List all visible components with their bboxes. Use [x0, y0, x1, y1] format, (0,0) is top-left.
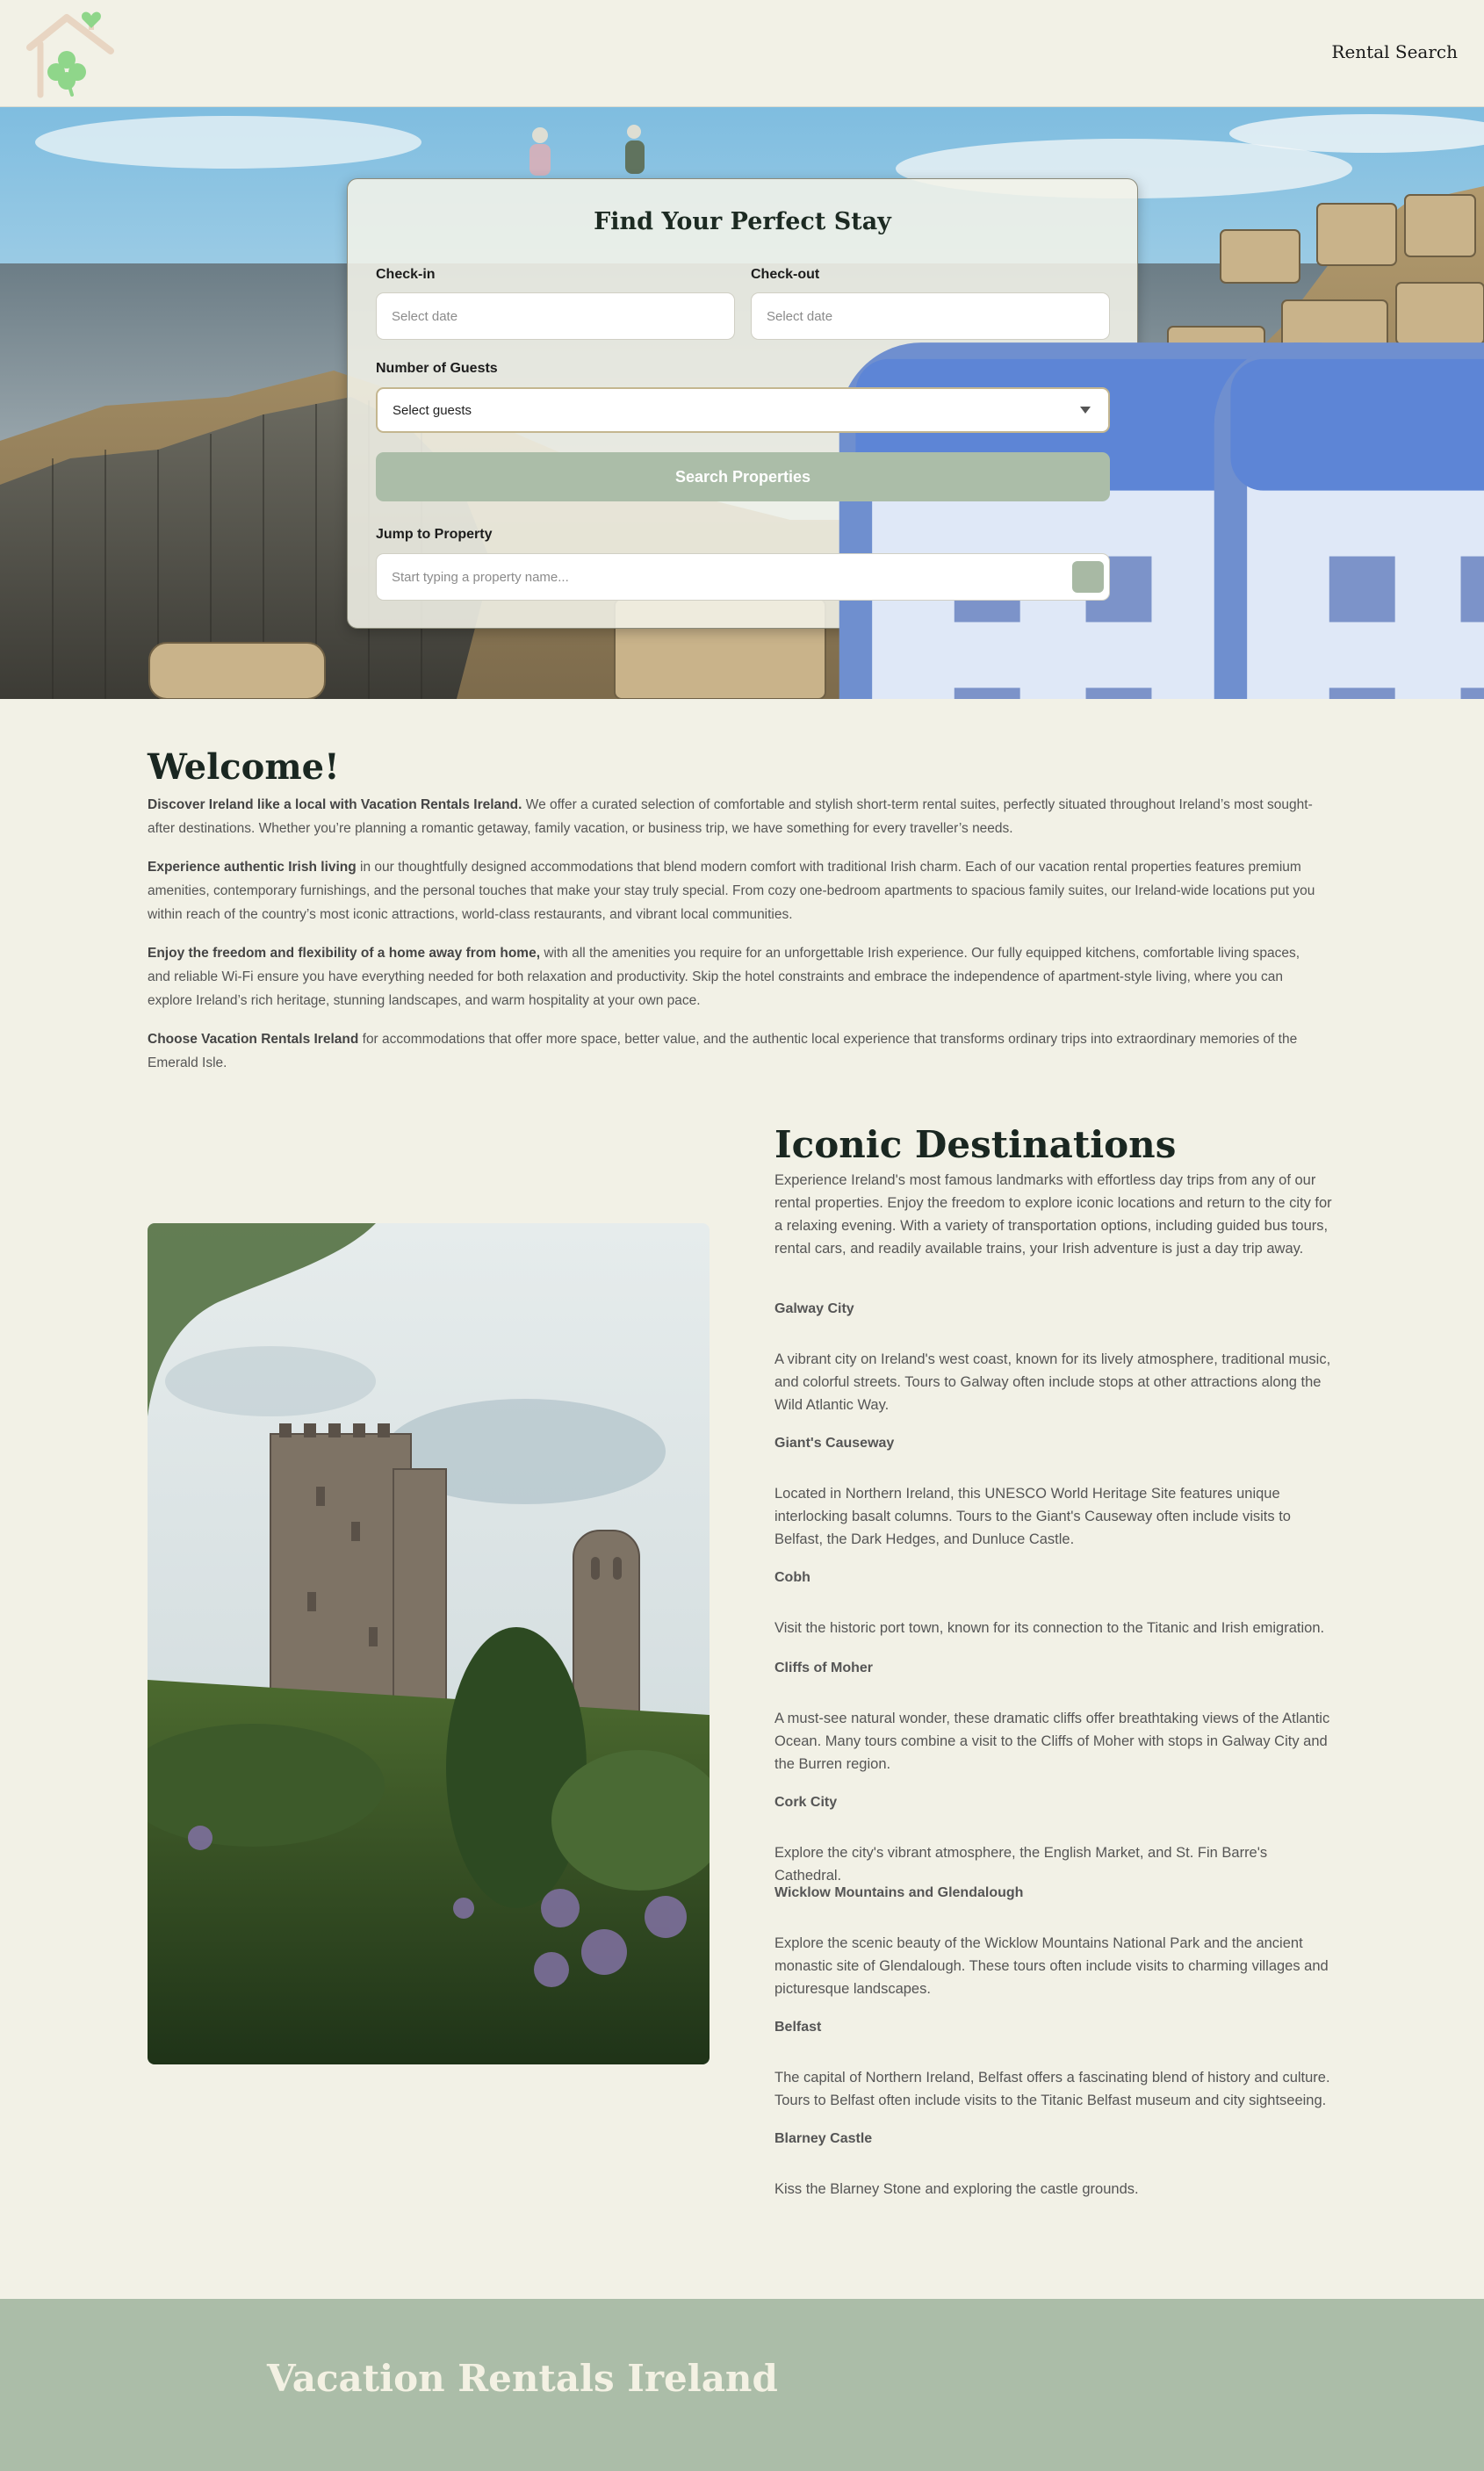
destination-description: Kiss the Blarney Stone and exploring the castle grounds. [774, 2181, 1139, 2197]
property-search-placeholder: Start typing a property name... [392, 569, 569, 585]
welcome-paragraph-4 [148, 1027, 1321, 1075]
welcome-p1-text: We offer a curated selection of comfortable and stylish short-term rental suites, perfectly situated throughout Ireland’s most sought-after destinations. Whether you’re planning a romantic getaway, family vacation, or business trip, we have something for every traveller’s needs. [148, 797, 1313, 836]
checkout-input[interactable] [751, 292, 1110, 340]
site-logo[interactable] [26, 7, 118, 98]
hero-banner [0, 107, 1484, 699]
welcome-heading: Welcome! [148, 746, 340, 788]
guests-label: Number of Guests [376, 361, 498, 376]
site-footer [0, 2299, 1484, 2471]
house-shamrock-logo-icon [26, 7, 118, 98]
checkout-label: Check-out [751, 267, 820, 282]
guests-select[interactable] [376, 387, 1110, 433]
property-search-button[interactable] [1072, 561, 1104, 593]
destination-name: Cliffs of Moher [774, 1661, 873, 1675]
checkin-label: Check-in [376, 267, 436, 282]
welcome-paragraph-3 [148, 941, 1321, 1012]
search-card [347, 178, 1138, 629]
welcome-p2-text: in our thoughtfully designed accommodations that blend modern comfort with traditional Irish charm. Each of our vacation rental properties features premium amenities, contemporary furnishings, and the personal touches that make your stay truly special. From cozy one-bedroom apartments to spacious family suites, our Ireland-wide locations put you within reach of the country’s most iconic attractions, world-class restaurants, and vibrant local communities. [148, 860, 1315, 922]
destination-name: Giant's Causeway [774, 1436, 895, 1451]
search-properties-button[interactable]: Search Properties [376, 452, 1110, 501]
destination-name: Galway City [774, 1301, 854, 1316]
jump-to-property-label: Jump to Property [376, 527, 493, 542]
guests-selected-value: Select guests [393, 402, 472, 418]
checkin-input[interactable] [376, 292, 735, 340]
property-search-input[interactable] [376, 553, 1110, 601]
search-card-title: Find Your Perfect Stay [594, 208, 891, 235]
destination-description: Located in Northern Ireland, this UNESCO World Heritage Site features unique interlocking basalt columns. Tours to the Giant's Causeway often include visits to Belfast, the Dark Hedges, and Dunluce Castle. [774, 1486, 1291, 1547]
welcome-paragraph-1 [148, 793, 1321, 840]
destination-name: Cork City [774, 1795, 838, 1810]
destination-description: Explore the city's vibrant atmosphere, the English Market, and St. Fin Barre's Cathedral. [774, 1845, 1268, 1884]
site-header [0, 0, 1484, 107]
destination-description: The capital of Northern Ireland, Belfast offers a fascinating blend of history and culture. Tours to Belfast often include visits to the Titanic Belfast museum and city sightseeing. [774, 2070, 1330, 2108]
destination-description: Explore the scenic beauty of the Wicklow Mountains National Park and the ancient monastic site of Glendalough. These tours often include visits to charming villages and picturesque landscapes. [774, 1935, 1329, 1997]
welcome-p2-lead: Experience authentic Irish living [148, 860, 357, 875]
welcome-p4-lead: Choose Vacation Rentals Ireland [148, 1032, 359, 1047]
destinations-intro: Experience Ireland's most famous landmarks with effortless day trips from any of our rental properties. Enjoy the freedom to explore iconic locations and return to the city for a relaxing evening. With a variety of transportation options, including guided bus tours, rental cars, and readily available trains, your Irish adventure is just a day trip away. [774, 1172, 1332, 1257]
welcome-p3-text: with all the amenities you require for an unforgettable Irish experience. Our fully equipped kitchens, comfortable living spaces, and reliable Wi-Fi ensure you have everything needed for both relaxation and productivity. Skip the hotel constraints and embrace the independence of apartment-style living, where you can explore Ireland’s rich heritage, stunning landscapes, and warm hospitality at your own pace. [148, 946, 1300, 1008]
welcome-p3-lead: Enjoy the freedom and flexibility of a home away from home, [148, 946, 541, 961]
blarney-castle-image [148, 1223, 710, 2064]
destination-name: Cobh [774, 1570, 810, 1585]
checkin-placeholder: Select date [392, 308, 458, 324]
welcome-p1-lead: Discover Ireland like a local with Vacation Rentals Ireland. [148, 797, 522, 812]
nav-rental-search[interactable]: Rental Search [1331, 41, 1458, 62]
footer-brand: Vacation Rentals Ireland [267, 2357, 778, 2400]
destination-description: A vibrant city on Ireland's west coast, known for its lively atmosphere, traditional music, and colorful streets. Tours to Galway often include stops at other attractions along the Wild Atlantic Way. [774, 1351, 1331, 1413]
destination-description: A must-see natural wonder, these dramatic cliffs offer breathtaking views of the Atlantic Ocean. Many tours combine a visit to the Cliffs of Moher with stops in Galway City and the Burren region. [774, 1711, 1330, 1772]
destination-name: Blarney Castle [774, 2131, 873, 2146]
destination-name: Belfast [774, 2020, 822, 2035]
destination-description: Visit the historic port town, known for its connection to the Titanic and Irish emigration. [774, 1620, 1325, 1636]
destination-name: Wicklow Mountains and Glendalough [774, 1885, 1024, 1900]
welcome-paragraph-2 [148, 855, 1321, 926]
destinations-heading: Iconic Destinations [774, 1123, 1177, 1166]
checkout-placeholder: Select date [767, 308, 833, 324]
welcome-p4-text: for accommodations that offer more space, better value, and the authentic local experience that transforms ordinary trips into extraordinary memories of the Emerald Isle. [148, 1032, 1298, 1070]
castle-photo [148, 1223, 710, 2064]
chevron-down-icon [1080, 407, 1091, 414]
magnifier-icon [1072, 561, 1484, 699]
